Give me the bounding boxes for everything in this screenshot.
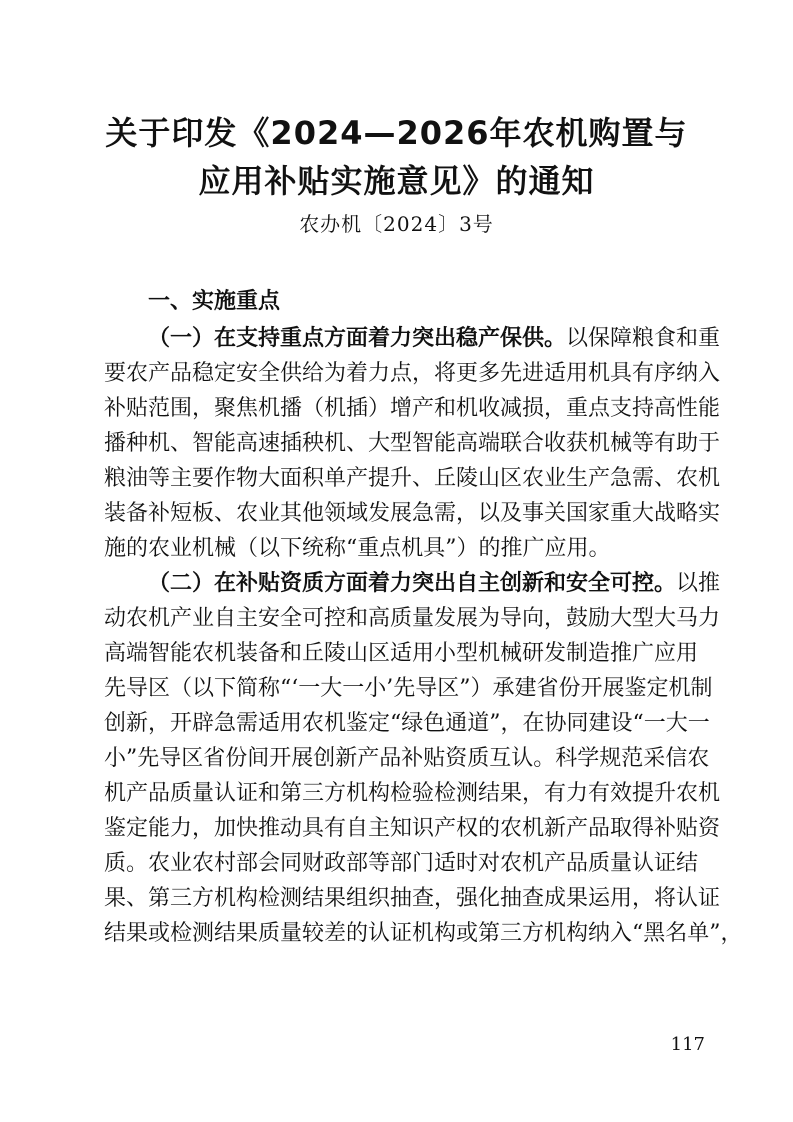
document-title-line-1: 关于印发《2024—2026年农机购置与 [105,114,688,152]
paragraph-1-line: 补贴范围，聚焦机播（机插）增产和机收减损，重点支持高性能 [104,396,721,421]
paragraph-1-line-text: 以保障粮食和重 [566,326,721,351]
document-number: 农办机〔2024〕3号 [299,212,494,236]
paragraph-1-line: 装备补短板、农业其他领域发展急需，以及事关国家重大战略实 [104,501,721,526]
paragraph-2-line: 动农机产业自主安全可控和高质量发展为导向，鼓励大型大马力 [104,606,721,631]
paragraph-2-line-text: 以推 [676,571,721,596]
paragraph-2-line: 鉴定能力，加快推动具有自主知识产权的农机新产品取得补贴资 [104,816,721,841]
paragraph-1-first-line [148,322,721,356]
paragraph-2-line: 结果或检测结果质量较差的认证机构或第三方机构纳入“黑名单”， [104,921,743,946]
paragraph-2-line: 高端智能农机装备和丘陵山区适用小型机械研发制造推广应用 [104,641,699,666]
page-number: 117 [670,1034,705,1055]
paragraph-2-line: 创新，开辟急需适用农机鉴定“绿色通道”，在协同建设“一大一 [104,711,710,736]
paragraph-1-line: 要农产品稳定安全供给为着力点，将更多先进适用机具有序纳入 [104,361,721,386]
section-heading: 一、实施重点 [148,289,281,314]
paragraph-2-heading: （二）在补贴资质方面着力突出自主创新和安全可控。 [148,571,677,596]
paragraph-2-line: 小”先导区省份间开展创新产品补贴资质互认。科学规范采信农 [104,746,710,771]
paragraph-2-line: 果、第三方机构检测结果组织抽查，强化抽查成果运用，将认证 [104,886,721,911]
paragraph-1-line: 粮油等主要作物大面积单产提升、丘陵山区农业生产急需、农机 [104,466,721,491]
paragraph-1-line: 施的农业机械（以下统称“重点机具”）的推广应用。 [104,536,611,561]
paragraph-1-line: 播种机、智能高速插秧机、大型智能高端联合收获机械等有助于 [104,431,721,456]
paragraph-2-first-line [148,567,721,601]
paragraph-2-line: 先导区（以下简称“‘一大一小’先导区”）承建省份开展鉴定机制 [104,676,713,701]
paragraph-1-heading: （一）在支持重点方面着力突出稳产保供。 [148,326,567,351]
paragraph-2-line: 机产品质量认证和第三方机构检验检测结果，有力有效提升农机 [104,781,721,806]
paragraph-2-line: 质。农业农村部会同财政部等部门适时对农机产品质量认证结 [104,851,699,876]
document-title-line-2: 应用补贴实施意见》的通知 [198,162,595,200]
